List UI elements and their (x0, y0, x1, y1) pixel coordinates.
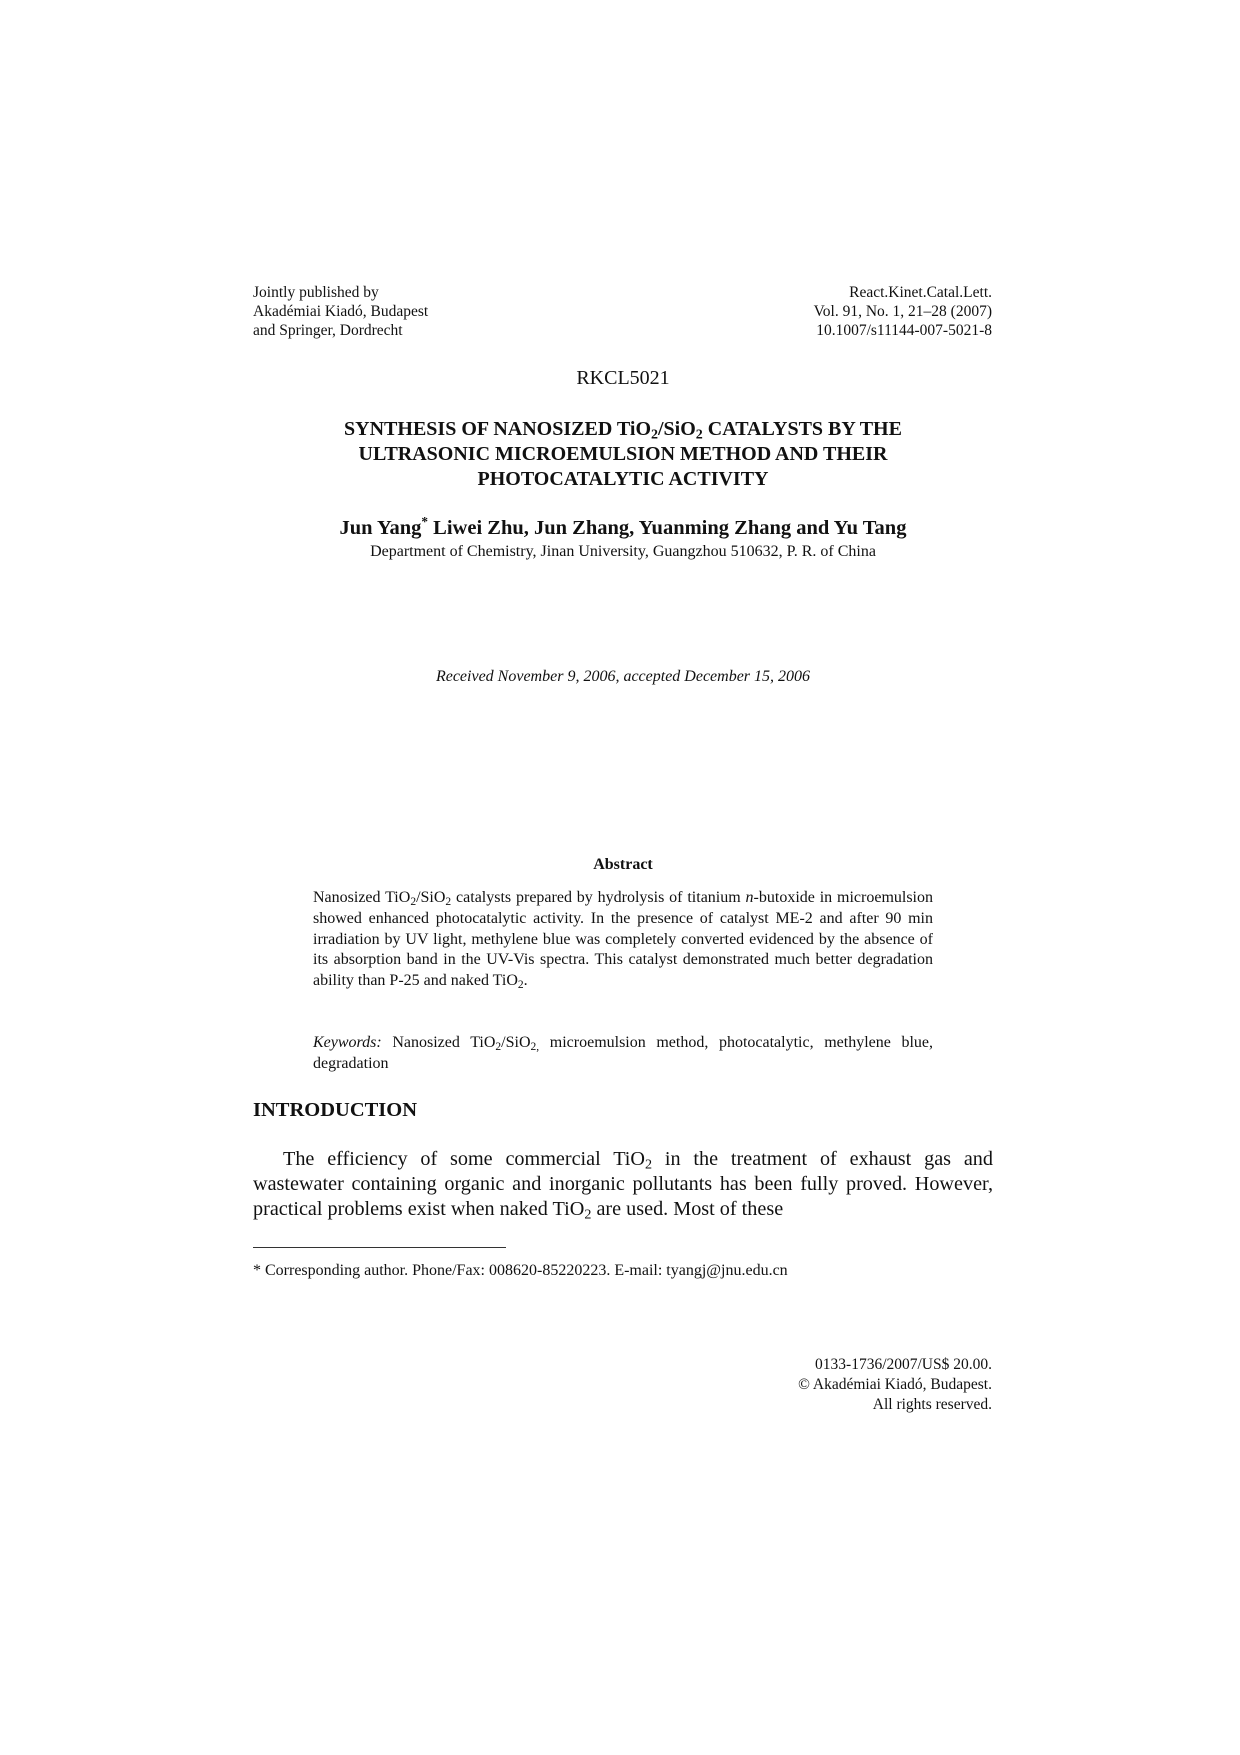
publisher-line-3: and Springer, Dordrecht (253, 322, 403, 339)
copyright-rights: All rights reserved. (872, 1396, 992, 1413)
footnote-mark: * (253, 1262, 261, 1279)
publisher-info (253, 283, 673, 340)
journal-name: React.Kinet.Catal.Lett. (849, 284, 992, 301)
introduction-heading: INTRODUCTION (253, 1099, 418, 1121)
footnote-divider (253, 1247, 506, 1248)
footnote (253, 1261, 993, 1281)
footnote-text: Corresponding author. Phone/Fax: 008620-85220223. E-mail: tyangj@jnu.edu.cn (265, 1262, 788, 1279)
keywords: Keywords: Nanosized TiO$_2$/SiO$_{2,}$ microemulsion method, photocatalytic, methylene blue, degradation (313, 1034, 933, 1072)
publisher-line-2: Akadémiai Kiadó, Budapest (253, 303, 429, 320)
article-code: RKCL5021 (576, 367, 670, 389)
title-line-3: PHOTOCATALYTIC ACTIVITY (477, 468, 769, 490)
journal-volume: Vol. 91, No. 1, 21–28 (2007) (813, 303, 992, 320)
corresponding-mark: * (421, 514, 429, 530)
received-dates: Received November 9, 2006, accepted December 15, 2006 (435, 668, 811, 685)
copyright-price: 0133-1736/2007/US$ 20.00. (815, 1356, 992, 1373)
publisher-line-1: Jointly published by (253, 284, 379, 301)
keywords-label: Keywords: (313, 1034, 382, 1051)
abstract-text: Nanosized TiO$_2$/SiO$_2$ catalysts prepared by hydrolysis of titanium n-butoxide in microemulsion showed enhanced photocatalytic activity. In the presence of catalyst ME-2 and after 90 min irradiation by UV light, methylene blue was completely converted evidenced by the absence of its absorption band in the UV-Vis spectra. This catalyst demonstrated much better degradation ability than P-25 and naked TiO$_2$. (313, 889, 934, 992)
title-line-2: ULTRASONIC MICROEMULSION METHOD AND THEIR (358, 443, 888, 465)
journal-info (640, 283, 992, 340)
coauthors: Liwei Zhu, Jun Zhang, Yuanming Zhang and Yu Tang (428, 517, 907, 539)
affiliation: Department of Chemistry, Jinan University, Guangzhou 510632, P. R. of China (370, 543, 876, 560)
copyright-block (640, 1355, 992, 1415)
journal-doi: 10.1007/s11144-007-5021-8 (816, 322, 992, 339)
copyright-holder: © Akadémiai Kiadó, Budapest. (798, 1376, 992, 1393)
article-title (253, 417, 993, 492)
title-line-1: SYNTHESIS OF NANOSIZED TiO$_2$/SiO$_2$ CATALYSTS BY THE (344, 418, 902, 443)
abstract-heading: Abstract (593, 856, 653, 873)
authors (253, 516, 993, 541)
introduction-text: The efficiency of some commercial TiO$_2$ in the treatment of exhaust gas and wastewater containing organic and inorganic pollutants has been fully proved. However, practical problems exist when naked TiO$_2$ are used. Most of these (253, 1148, 993, 1223)
first-author: Jun Yang (339, 517, 422, 539)
